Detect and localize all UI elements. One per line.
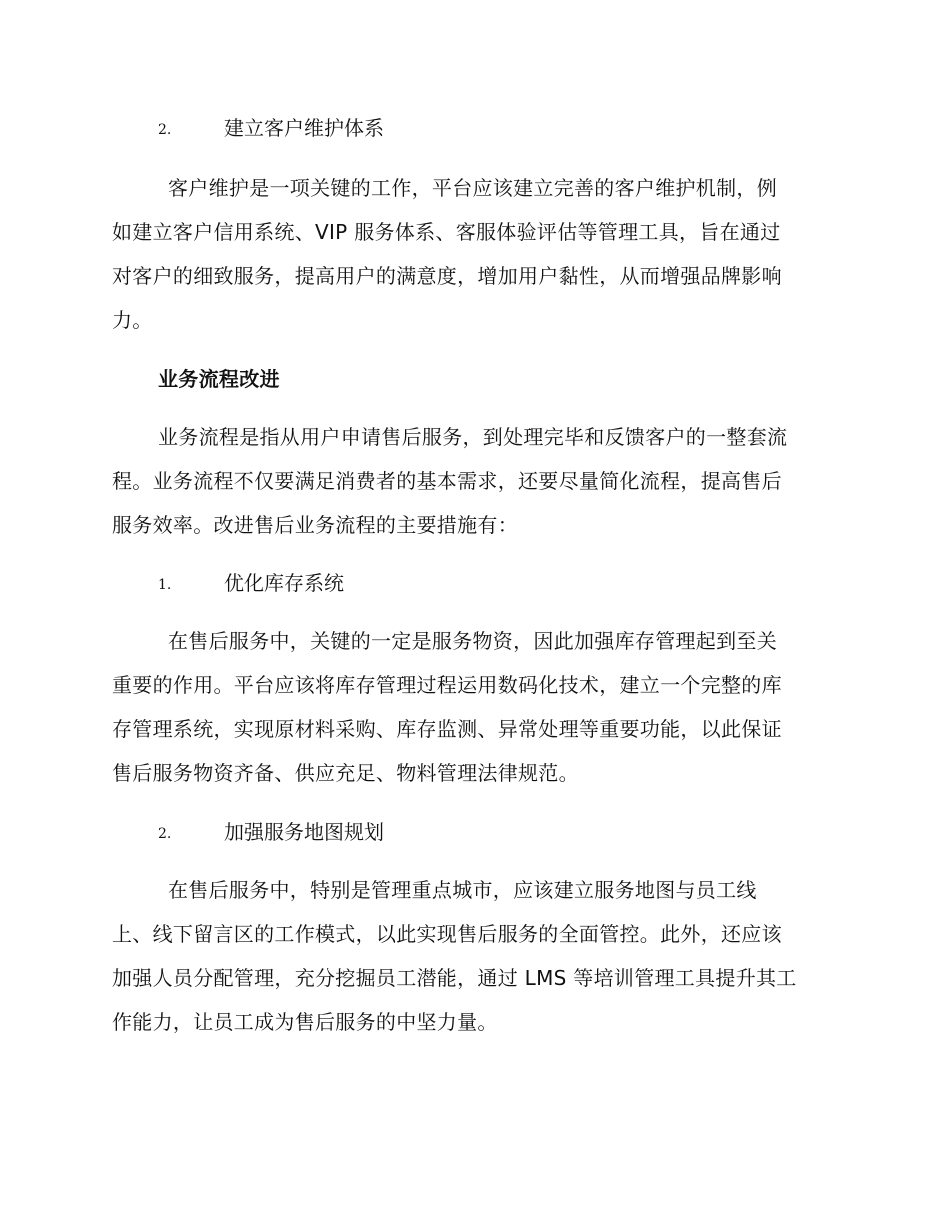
paragraph-line: 上、线下留言区的工作模式，以此实现售后服务的全面管控。此外，还应该 <box>112 922 782 946</box>
paragraph-line: 在售后服务中，特别是管理重点城市，应该建立服务地图与员工线 <box>168 878 757 902</box>
list-item-title: 优化库存系统 <box>224 571 344 595</box>
list-item-title: 建立客户维护体系 <box>224 116 384 140</box>
list-number: 1. <box>158 577 172 593</box>
paragraph-line: 程。业务流程不仅要满足消费者的基本需求，还要尽量简化流程，提高售后 <box>112 469 782 493</box>
paragraph-line: 加强人员分配管理，充分挖掘员工潜能，通过 LMS 等培训管理工具提升其工 <box>112 966 797 990</box>
paragraph-line: 作能力，让员工成为售后服务的中坚力量。 <box>112 1010 498 1034</box>
paragraph-line: 售后服务物资齐备、供应充足、物料管理法律规范。 <box>112 761 579 785</box>
paragraph-line: 对客户的细致服务，提高用户的满意度，增加用户黏性，从而增强品牌影响 <box>112 264 782 288</box>
list-number: 2. <box>158 122 172 138</box>
paragraph-line: 存管理系统，实现原材料采购、库存监测、异常处理等重要功能，以此保证 <box>112 717 782 741</box>
paragraph-line: 业务流程是指从用户申请售后服务，到处理完毕和反馈客户的一整套流 <box>158 425 788 449</box>
paragraph-line: 力。 <box>112 308 153 332</box>
list-item-title: 加强服务地图规划 <box>224 820 384 844</box>
paragraph-line: 服务效率。改进售后业务流程的主要措施有： <box>112 513 518 537</box>
paragraph-line: 如建立客户信用系统、VIP 服务体系、客服体验评估等管理工具，旨在通过 <box>112 220 781 244</box>
paragraph-line: 客户维护是一项关键的工作，平台应该建立完善的客户维护机制，例 <box>168 176 777 200</box>
list-number: 2. <box>158 826 172 842</box>
paragraph-line: 在售后服务中，关键的一定是服务物资，因此加强库存管理起到至关 <box>168 629 777 653</box>
section-heading: 业务流程改进 <box>158 367 280 391</box>
paragraph-line: 重要的作用。平台应该将库存管理过程运用数码化技术，建立一个完整的库 <box>112 673 782 697</box>
